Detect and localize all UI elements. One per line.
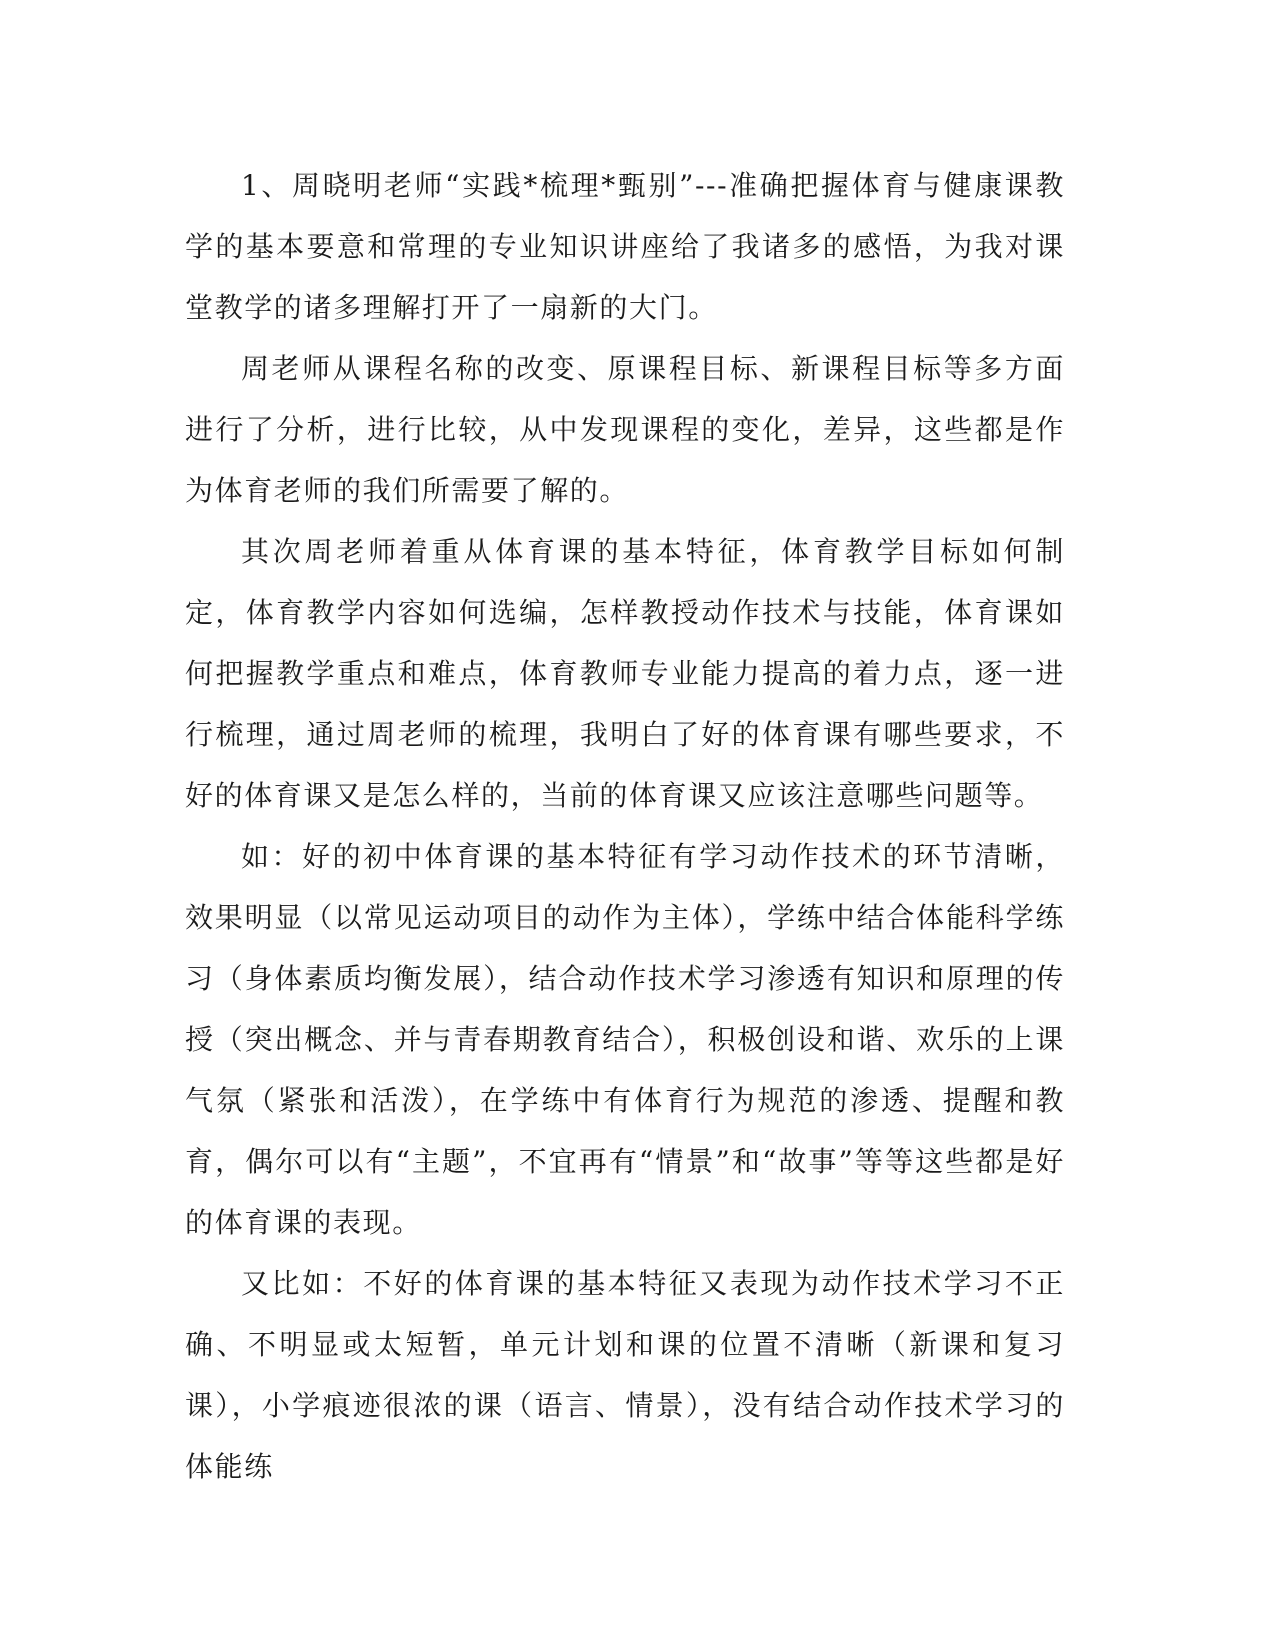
paragraph-course-comparison: 周老师从课程名称的改变、原课程目标、新课程目标等多方面进行了分析，进行比较，从中发现课程的变化，差异，这些都是作为体育老师的我们所需要了解的。 <box>185 352 1065 507</box>
paragraph-teaching-features: 其次周老师着重从体育课的基本特征，体育教学目标如何制定，体育教学内容如何选编，怎样教授动作技术与技能，体育课如何把握教学重点和难点，体育教师专业能力提高的着力点，逐一进行梳理，通过周老师的梳理，我明白了好的体育课有哪些要求，不好的体育课又是怎么样的，当前的体育课又应该注意哪些问题等。 <box>185 535 1065 812</box>
paragraph-good-pe-class: 如：好的初中体育课的基本特征有学习动作技术的环节清晰，效果明显（以常见运动项目的动作为主体），学练中结合体能科学练习（身体素质均衡发展），结合动作技术学习渗透有知识和原理的传授（突出概念、并与青春期教育结合），积极创设和谐、欢乐的上课气氛（紧张和活泼），在学练中有体育行为规范的渗透、提醒和教育，偶尔可以有“主题”，不宜再有“情景”和“故事”等等这些都是好的体育课的表现。 <box>185 840 1065 1239</box>
paragraph-lecture-intro: 1、周晓明老师“实践*梳理*甄别”---准确把握体育与健康课教学的基本要意和常理的专业知识讲座给了我诸多的感悟，为我对课堂教学的诸多理解打开了一扇新的大门。 <box>185 169 1065 324</box>
document-body <box>185 155 1065 1497</box>
paragraph-poor-pe-class: 又比如：不好的体育课的基本特征又表现为动作技术学习不正确、不明显或太短暂，单元计划和课的位置不清晰（新课和复习课），小学痕迹很浓的课（语言、情景），没有结合动作技术学习的体能练 <box>185 1267 1065 1483</box>
